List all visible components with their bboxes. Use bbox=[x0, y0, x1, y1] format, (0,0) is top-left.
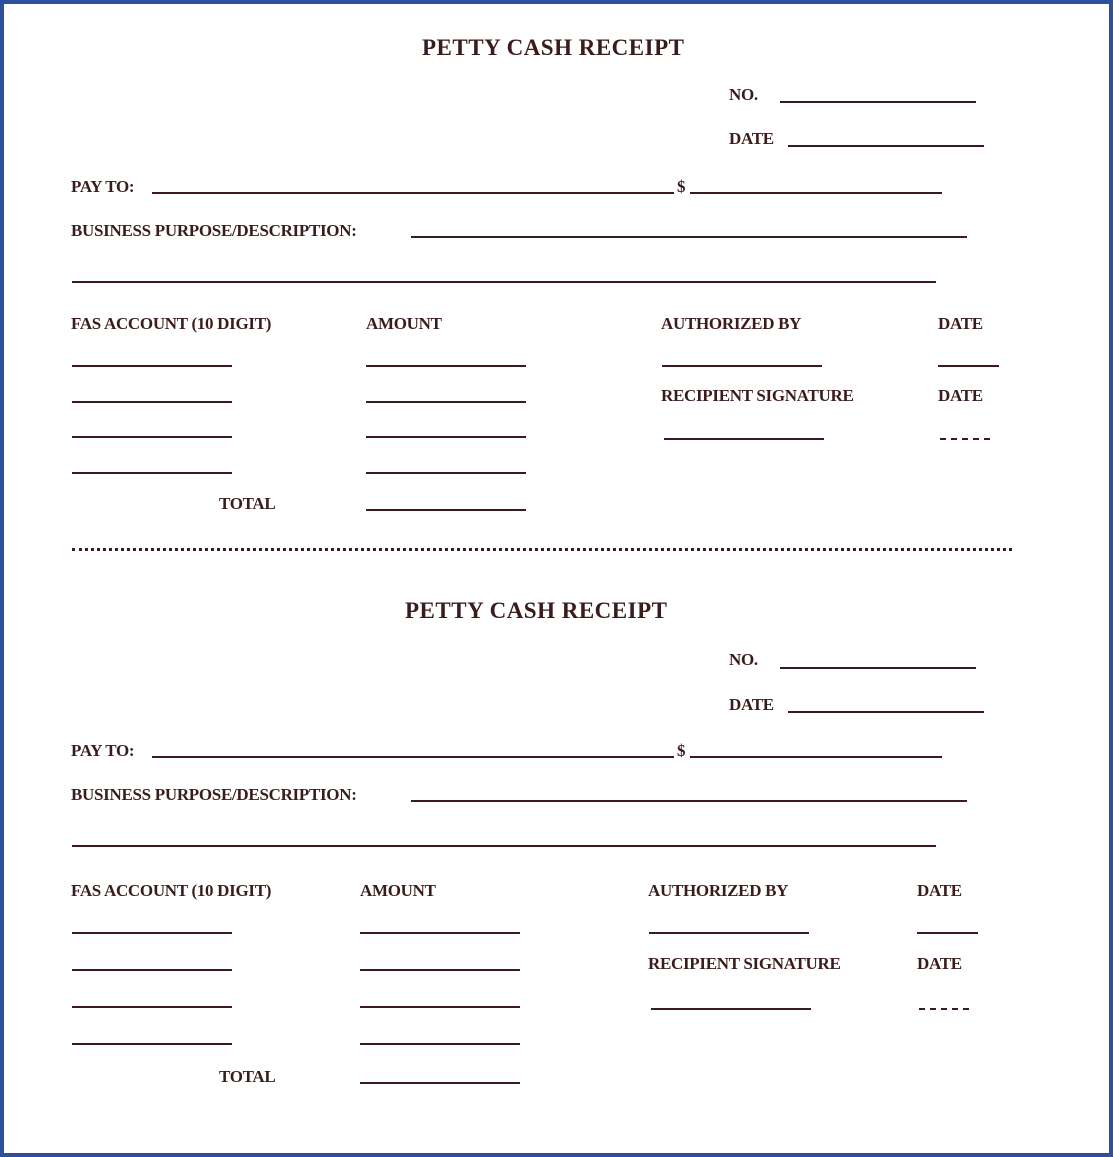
receipt-date-label: DATE bbox=[729, 129, 774, 148]
dollar-label: $ bbox=[677, 741, 686, 760]
amount-field-4[interactable] bbox=[366, 472, 526, 474]
receipt-date-field[interactable] bbox=[788, 711, 984, 713]
petty-cash-receipt-1 bbox=[4, 4, 1109, 564]
fas-account-field-2[interactable] bbox=[72, 969, 232, 971]
fas-account-field-4[interactable] bbox=[72, 472, 232, 474]
amount-field-2[interactable] bbox=[360, 969, 520, 971]
fas-account-field-2[interactable] bbox=[72, 401, 232, 403]
cut-line-separator bbox=[72, 548, 1012, 551]
authorized-by-label: AUTHORIZED BY bbox=[661, 314, 802, 333]
receipt-title: PETTY CASH RECEIPT bbox=[405, 598, 668, 623]
total-field[interactable] bbox=[360, 1082, 520, 1084]
pay-to-field[interactable] bbox=[152, 756, 674, 758]
fas-account-field-3[interactable] bbox=[72, 436, 232, 438]
receipt-date-field[interactable] bbox=[788, 145, 984, 147]
amount-label: AMOUNT bbox=[366, 314, 442, 333]
business-purpose-label: BUSINESS PURPOSE/DESCRIPTION: bbox=[71, 221, 357, 240]
fas-account-field-1[interactable] bbox=[72, 932, 232, 934]
petty-cash-receipt-2 bbox=[4, 569, 1109, 1129]
receipt-number-label: NO. bbox=[729, 650, 758, 669]
authorized-by-field[interactable] bbox=[662, 365, 822, 367]
fas-account-field-4[interactable] bbox=[72, 1043, 232, 1045]
authorized-date-field[interactable] bbox=[938, 365, 999, 367]
fas-account-field-3[interactable] bbox=[72, 1006, 232, 1008]
total-field[interactable] bbox=[366, 509, 526, 511]
pay-to-label: PAY TO: bbox=[71, 741, 135, 760]
authorized-date-field[interactable] bbox=[917, 932, 978, 934]
receipt-number-field[interactable] bbox=[780, 667, 976, 669]
pay-to-label: PAY TO: bbox=[71, 177, 135, 196]
receipt-number-field[interactable] bbox=[780, 101, 976, 103]
receipt-number-label: NO. bbox=[729, 85, 758, 104]
amount-label: AMOUNT bbox=[360, 881, 436, 900]
fas-account-field-1[interactable] bbox=[72, 365, 232, 367]
amount-field-4[interactable] bbox=[360, 1043, 520, 1045]
fas-account-label: FAS ACCOUNT (10 DIGIT) bbox=[71, 881, 272, 900]
pay-to-field[interactable] bbox=[152, 192, 674, 194]
recipient-date-label: DATE bbox=[938, 386, 983, 405]
receipt-date-label: DATE bbox=[729, 695, 774, 714]
business-purpose-field[interactable] bbox=[411, 236, 967, 238]
fas-account-label: FAS ACCOUNT (10 DIGIT) bbox=[71, 314, 272, 333]
recipient-date-label: DATE bbox=[917, 954, 962, 973]
recipient-date-field[interactable] bbox=[919, 1008, 969, 1010]
authorized-date-label: DATE bbox=[917, 881, 962, 900]
receipt-title: PETTY CASH RECEIPT bbox=[422, 35, 685, 60]
authorized-by-label: AUTHORIZED BY bbox=[648, 881, 789, 900]
business-purpose-label: BUSINESS PURPOSE/DESCRIPTION: bbox=[71, 785, 357, 804]
recipient-signature-label: RECIPIENT SIGNATURE bbox=[661, 386, 854, 405]
business-purpose-field-line-2[interactable] bbox=[72, 845, 936, 847]
business-purpose-field-line-2[interactable] bbox=[72, 281, 936, 283]
dollar-label: $ bbox=[677, 177, 686, 196]
amount-field-3[interactable] bbox=[360, 1006, 520, 1008]
amount-field-1[interactable] bbox=[360, 932, 520, 934]
business-purpose-field[interactable] bbox=[411, 800, 967, 802]
amount-field-3[interactable] bbox=[366, 436, 526, 438]
recipient-signature-field[interactable] bbox=[651, 1008, 811, 1010]
authorized-by-field[interactable] bbox=[649, 932, 809, 934]
amount-paid-field[interactable] bbox=[690, 192, 942, 194]
recipient-date-field[interactable] bbox=[940, 438, 990, 440]
total-label: TOTAL bbox=[219, 494, 276, 513]
amount-paid-field[interactable] bbox=[690, 756, 942, 758]
authorized-date-label: DATE bbox=[938, 314, 983, 333]
total-label: TOTAL bbox=[219, 1067, 276, 1086]
amount-field-2[interactable] bbox=[366, 401, 526, 403]
amount-field-1[interactable] bbox=[366, 365, 526, 367]
recipient-signature-label: RECIPIENT SIGNATURE bbox=[648, 954, 841, 973]
recipient-signature-field[interactable] bbox=[664, 438, 824, 440]
